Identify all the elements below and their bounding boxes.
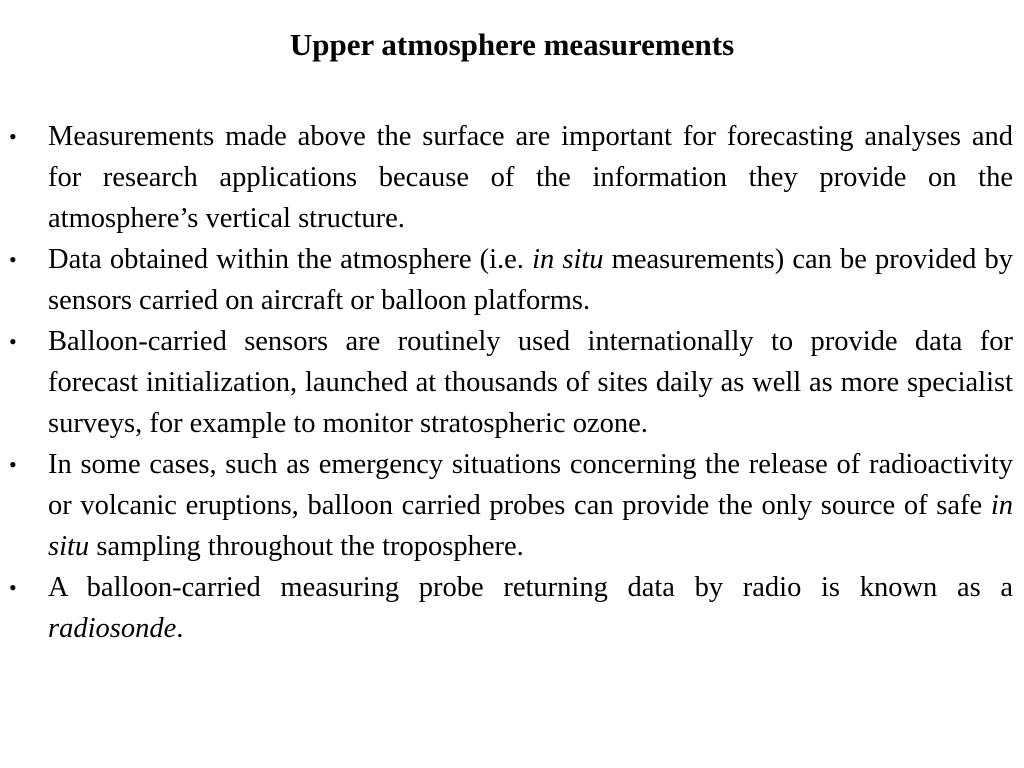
bullet-item — [0, 567, 1024, 649]
bullet-icon: • — [9, 452, 17, 477]
italic-term: in situ — [532, 244, 604, 275]
bullet-text: measurements) can be provided by sensors carried on aircraft or balloon platforms. — [48, 244, 1013, 316]
bullet-list — [0, 116, 1024, 649]
bullet-text: Data obtained within the atmosphere (i.e. — [48, 244, 533, 275]
bullet-item — [0, 116, 1024, 239]
bullet-text: A balloon-carried measuring probe returning data by radio is known as a — [48, 572, 1013, 603]
bullet-text: Measurements made above the surface are important for forecasting analyses and for research applications because of the information they provide on the atmosphere’s vertical structure. — [48, 121, 1013, 234]
bullet-text: Balloon-carried sensors are routinely used internationally to provide data for forecast initialization, launched at thousands of sites daily as well as more specialist surveys, for example to monitor stratospheric ozone. — [48, 326, 1013, 439]
bullet-icon: • — [9, 247, 17, 272]
bullet-text: sampling throughout the troposphere. — [89, 531, 524, 562]
bullet-text: . — [176, 613, 184, 644]
italic-term: in situ — [48, 490, 1013, 562]
bullet-item — [0, 321, 1024, 444]
bullet-item — [0, 239, 1024, 321]
italic-term: radiosonde — [48, 613, 177, 644]
bullet-item — [0, 444, 1024, 567]
bullet-icon: • — [9, 575, 17, 600]
bullet-icon: • — [9, 329, 17, 354]
slide-title: Upper atmosphere measurements — [289, 27, 735, 62]
bullet-text: In some cases, such as emergency situations concerning the release of radioactivity or volcanic eruptions, balloon carried probes can provide the only source of safe — [48, 449, 1013, 521]
bullet-icon: • — [9, 124, 17, 149]
